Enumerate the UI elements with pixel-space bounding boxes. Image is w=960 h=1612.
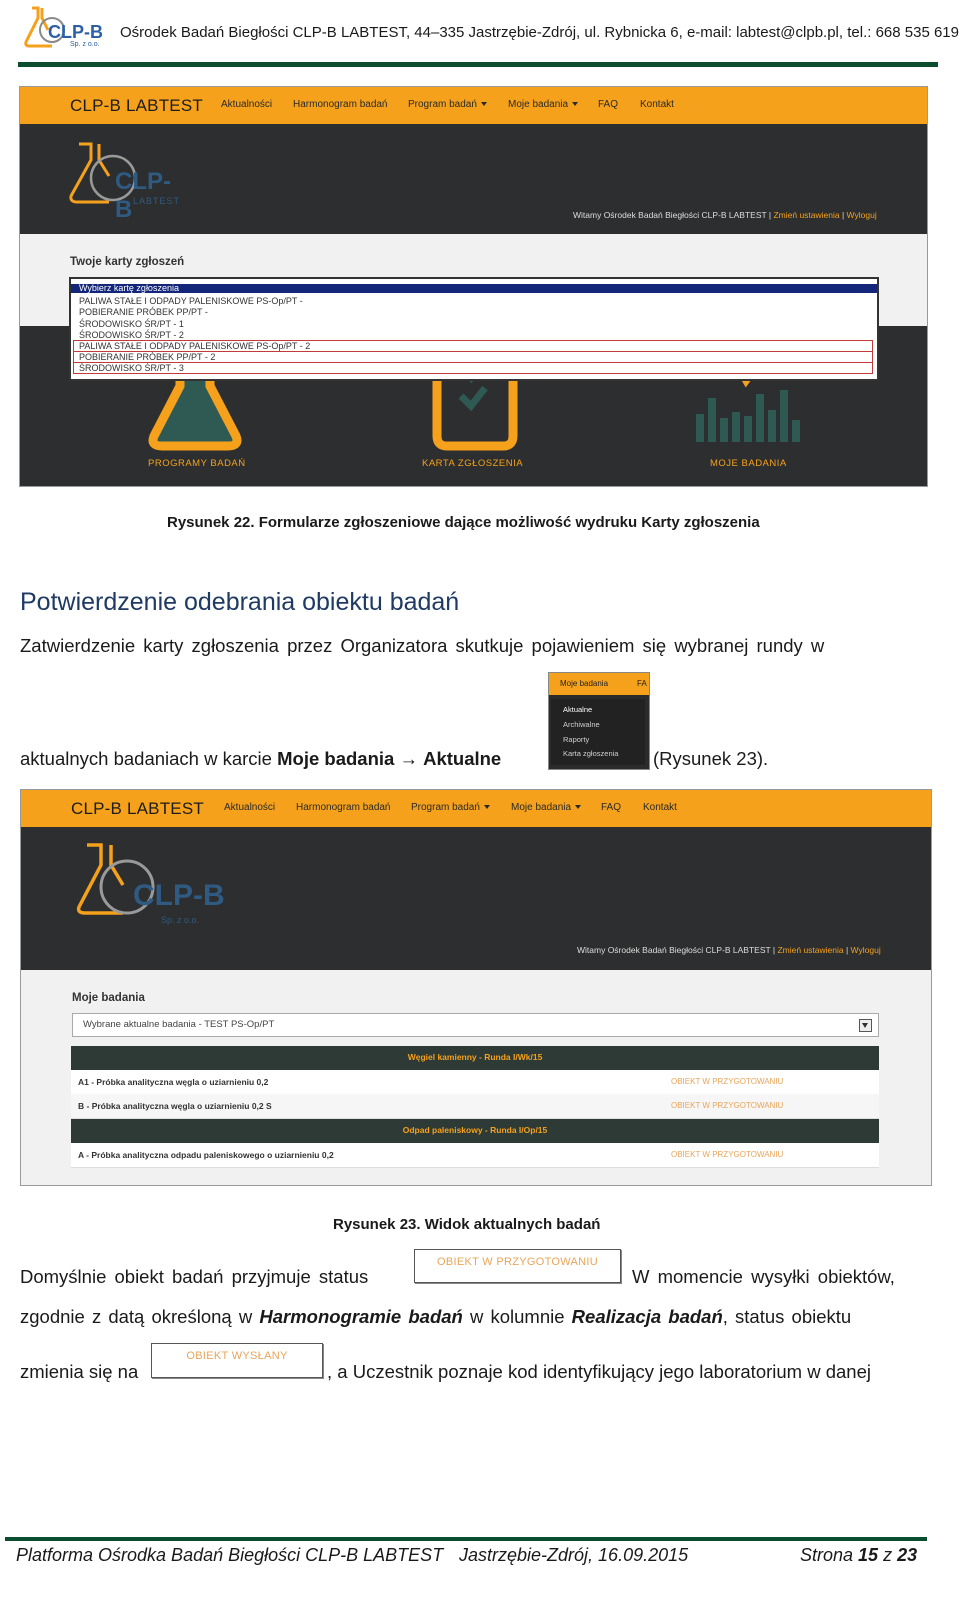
group-title: Odpad paleniskowy - Runda I/Op/15 [402, 1125, 548, 1135]
para2-line1-post: W momencie wysyłki obiektów, [632, 1266, 895, 1287]
figure2-logo [71, 841, 231, 931]
figure1-section-title: Twoje karty zgłoszeń [70, 256, 185, 268]
row-status: OBIEKT W PRZYGOTOWANIU [671, 1077, 784, 1086]
tile-moje-badania[interactable]: MOJE BADANIA [710, 458, 787, 469]
group-row [71, 1119, 879, 1143]
dropdown-option[interactable]: PALIWA STAŁE I ODPADY PALENISKOWE PS-Op/PT - 2 [79, 341, 311, 351]
para2-text: w kolumnie [462, 1306, 572, 1327]
header-divider [18, 62, 938, 67]
para1-line1: Zatwierdzenie karty zgłoszenia przez Organizatora skutkuje pojawieniem się wybranej rundy w [20, 635, 825, 656]
row-name: A - Próbka analityczna odpadu paleniskowego o uziarnieniu 0,2 [78, 1150, 334, 1160]
logout-link[interactable]: Wyloguj [846, 210, 877, 220]
nav-moje-badania[interactable] [508, 99, 578, 110]
tile-karta-zgloszenia[interactable]: KARTA ZGŁOSZENIA [422, 458, 524, 469]
logo-subtext: Sp. z o.o. [70, 41, 100, 48]
nav-moje-badania[interactable] [511, 802, 581, 813]
nav-moje-label: Moje badania [511, 802, 572, 813]
nav-harmonogram[interactable]: Harmonogram badań [293, 99, 388, 110]
para2-line1-pre: Domyślnie obiekt badań przyjmuje status [20, 1266, 369, 1287]
tile-programy-badan[interactable]: PROGRAMY BADAŃ [148, 458, 246, 469]
para2-line3-pre: zmienia się na [20, 1361, 139, 1382]
para1-bold-moje: Moje badania [277, 748, 395, 769]
status-badge-preparing [414, 1249, 621, 1283]
footer-divider [5, 1537, 927, 1541]
figure1-brand[interactable]: CLP-B LABTEST [70, 96, 203, 115]
figure2-navbar [21, 790, 931, 827]
para2-line2 [20, 1306, 851, 1328]
dropdown-header[interactable] [71, 284, 877, 293]
para2-text: zgodnie z datą określoną w [20, 1306, 260, 1327]
mini-menu-faq[interactable]: FA [637, 679, 647, 688]
page-label: Strona [800, 1545, 859, 1565]
table-row[interactable] [71, 1070, 879, 1095]
row-name: B - Próbka analityczna węgla o uziarnieniu 0,2 S [78, 1101, 272, 1111]
mini-menu-archiwalne[interactable]: Archiwalne [563, 720, 600, 729]
chevron-down-icon[interactable] [859, 1019, 872, 1032]
row-status: OBIEKT W PRZYGOTOWANIU [671, 1150, 784, 1159]
header-contact-text: Ośrodek Badań Biegłości CLP-B LABTEST, 44–335 Jastrzębie-Zdrój, ul. Rybnicka 6, e-mail: labtest@clpb.pl, tel.: 668 535 619 [120, 24, 959, 41]
row-name: A1 - Próbka analityczna węgla o uziarnieniu 0,2 [78, 1077, 269, 1087]
logo-text: CLP-B [48, 22, 103, 42]
para1-line2 [20, 748, 501, 770]
highlight-box [73, 362, 873, 374]
mini-menu-screenshot [548, 672, 650, 770]
figure2-brand[interactable]: CLP-B LABTEST [71, 799, 204, 818]
para1-bold-aktualne: Aktualne [423, 748, 502, 769]
para1-figure-ref: (Rysunek 23). [653, 748, 769, 769]
study-select-value: Wybrane aktualne badania - TEST PS-Op/PT [83, 1019, 275, 1030]
mini-menu-raporty[interactable]: Raporty [563, 735, 590, 744]
figure1-navbar [20, 87, 927, 124]
settings-link[interactable]: Zmień ustawienia [773, 210, 840, 220]
page-number: 15 [858, 1545, 879, 1565]
nav-program-label: Program badań [411, 802, 480, 813]
para2-text: , status obiektu [722, 1306, 852, 1327]
settings-link[interactable]: Zmień ustawienia [777, 945, 844, 955]
figure1-screenshot [19, 86, 928, 487]
dropdown-option[interactable]: ŚRODOWISKO ŚR/PT - 1 [79, 319, 184, 329]
nav-program[interactable] [411, 802, 490, 813]
study-select[interactable] [72, 1013, 879, 1037]
caret-down-icon [484, 805, 490, 809]
footer-page [800, 1545, 917, 1566]
status-badge-text: OBIEKT W PRZYGOTOWANIU [436, 1256, 599, 1268]
welcome-separator: | [843, 945, 851, 955]
nav-aktualnosci[interactable]: Aktualności [221, 99, 273, 110]
figure1-logo [65, 138, 185, 223]
para1-text: aktualnych badaniach w karcie [20, 748, 278, 769]
figure1-logo-text: CLP-B [115, 168, 171, 223]
logout-link[interactable]: Wyloguj [850, 945, 881, 955]
figure2-logo-sub: Sp. z o.o. [161, 915, 200, 925]
nav-faq[interactable]: FAQ [598, 99, 619, 110]
dropdown-header-label: Wybierz kartę zgłoszenia [79, 283, 179, 293]
dropdown-option[interactable]: ŚRODOWISKO ŚR/PT - 3 [79, 363, 184, 373]
nav-kontakt[interactable]: Kontakt [643, 802, 677, 813]
mini-menu-dropdown [551, 699, 645, 765]
dropdown-option[interactable]: ŚRODOWISKO ŚR/PT - 2 [79, 330, 184, 340]
page-total: 23 [897, 1545, 918, 1565]
figure2-logo-text: CLP-B [133, 879, 225, 912]
caret-down-icon [572, 102, 578, 106]
dropdown-option[interactable]: PALIWA STAŁE I ODPADY PALENISKOWE PS-Op/PT - [79, 296, 303, 306]
caret-down-icon [575, 805, 581, 809]
nav-kontakt[interactable]: Kontakt [640, 99, 674, 110]
nav-program-label: Program badań [408, 99, 477, 110]
figure2-caption: Rysunek 23. Widok aktualnych badań [333, 1216, 601, 1233]
page-header [0, 0, 960, 70]
mini-menu-karta[interactable]: Karta zgłoszenia [563, 749, 619, 758]
figure1-logo-sub: LABTEST [133, 196, 181, 206]
para2-bold-realizacja: Realizacja badań [571, 1306, 723, 1327]
table-row[interactable] [71, 1143, 879, 1168]
figure2-welcome [577, 945, 881, 955]
nav-harmonogram[interactable]: Harmonogram badań [296, 802, 391, 813]
status-badge-sent [151, 1343, 323, 1378]
table-row[interactable] [71, 1094, 879, 1119]
welcome-text: Witamy Ośrodek Badań Biegłości CLP-B LABTEST | [573, 210, 774, 220]
card-select-dropdown[interactable] [69, 277, 879, 381]
para2-line3-post: , a Uczestnik poznaje kod identyfikujący jego laboratorium w danej [327, 1361, 871, 1382]
welcome-text: Witamy Ośrodek Badań Biegłości CLP-B LABTEST | [577, 945, 778, 955]
figure1-caption: Rysunek 22. Formularze zgłoszeniowe dające możliwość wydruku Karty zgłoszenia [167, 514, 760, 531]
welcome-separator: | [839, 210, 847, 220]
arrow-icon: → [394, 748, 424, 769]
clpb-logo [22, 4, 104, 52]
page-of: z [878, 1545, 898, 1565]
group-title: Węgiel kamienny - Runda I/Wk/15 [407, 1052, 543, 1062]
nav-faq[interactable]: FAQ [601, 802, 622, 813]
mini-menu-aktualne[interactable]: Aktualne [563, 705, 593, 714]
figure2-section-title: Moje badania [72, 992, 145, 1004]
section-heading: Potwierdzenie odebrania obiektu badań [20, 588, 460, 616]
dropdown-option[interactable]: POBIERANIE PRÓBEK PP/PT - [79, 307, 208, 317]
nav-aktualnosci[interactable]: Aktualności [224, 802, 276, 813]
mini-menu-moje[interactable]: Moje badania [560, 679, 609, 688]
dropdown-option[interactable]: POBIERANIE PRÓBEK PP/PT - 2 [79, 352, 216, 362]
para2-bold-harmonogram: Harmonogramie badań [259, 1306, 463, 1327]
status-badge-text: OBIEKT WYSŁANY [186, 1350, 288, 1362]
nav-moje-label: Moje badania [508, 99, 569, 110]
footer-date: Jastrzębie-Zdrój, 16.09.2015 [459, 1545, 689, 1565]
footer-left: Platforma Ośrodka Badań Biegłości CLP-B LABTEST [16, 1545, 444, 1565]
figure1-hero [20, 124, 927, 234]
mini-menu-bar [549, 673, 649, 695]
caret-down-icon [481, 102, 487, 106]
group-row [71, 1046, 879, 1070]
nav-program[interactable] [408, 99, 487, 110]
row-status: OBIEKT W PRZYGOTOWANIU [671, 1101, 784, 1110]
figure1-welcome [573, 210, 877, 220]
figure2-hero [21, 827, 931, 970]
